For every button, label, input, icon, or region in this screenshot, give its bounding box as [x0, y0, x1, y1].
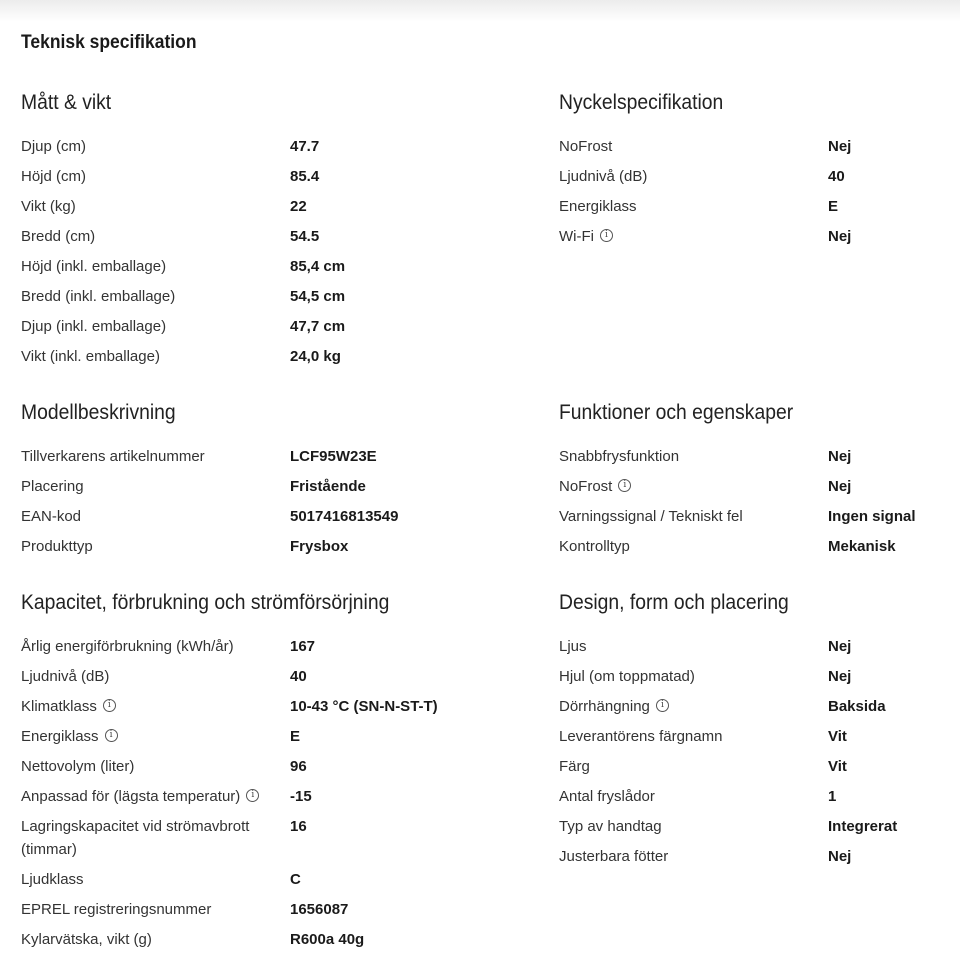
spec-row	[559, 725, 959, 748]
spec-label-cell	[559, 635, 828, 658]
spec-label-cell	[559, 665, 828, 688]
spec-label-cell	[21, 785, 290, 808]
spec-row	[21, 315, 441, 338]
spec-label: Höjd (cm)	[21, 168, 87, 185]
spec-label-cell	[21, 345, 290, 368]
spec-label: Djup (inkl. emballage)	[21, 318, 167, 335]
spec-row	[21, 635, 441, 658]
spec-label: Djup (cm)	[21, 138, 87, 155]
spec-value: 24,0 kg	[290, 348, 341, 365]
spec-label: Ljudklass	[21, 871, 84, 888]
spec-list	[21, 445, 441, 558]
section-design	[559, 590, 959, 875]
section-matt-vikt	[21, 90, 441, 375]
spec-label-cell	[21, 255, 290, 278]
spec-value: 16	[290, 818, 307, 835]
spec-label-cell	[21, 315, 290, 338]
spec-row	[21, 345, 441, 368]
spec-row	[21, 195, 441, 218]
spec-label: Ljus	[559, 638, 587, 655]
spec-label-cell	[21, 815, 290, 861]
spec-label: Antal fryslådor	[559, 788, 655, 805]
spec-value: E	[828, 198, 839, 215]
spec-label-cell	[21, 475, 290, 498]
section-title: Modellbeskrivning	[21, 401, 176, 424]
spec-label-cell	[21, 535, 290, 558]
spec-row	[21, 868, 441, 891]
spec-label-cell	[559, 755, 828, 778]
spec-value: 85.4	[290, 168, 320, 185]
spec-label-cell	[21, 898, 290, 921]
spec-value: Nej	[828, 638, 852, 655]
spec-label: Färg	[559, 758, 590, 775]
spec-label-cell	[559, 815, 828, 838]
spec-row	[559, 785, 959, 808]
spec-row	[559, 665, 959, 688]
spec-label-cell	[21, 135, 290, 158]
spec-label: Kontrolltyp	[559, 538, 630, 555]
spec-label: Anpassad för (lägsta temperatur)	[21, 788, 241, 805]
spec-label-cell	[559, 535, 828, 558]
spec-row	[21, 135, 441, 158]
spec-label: Klimatklass	[21, 698, 97, 715]
spec-list	[559, 135, 959, 248]
spec-row	[559, 845, 959, 868]
spec-value: 47,7 cm	[290, 318, 346, 335]
spec-value: 167	[290, 638, 316, 655]
spec-label-cell	[559, 695, 828, 718]
spec-value: 1656087	[290, 901, 349, 918]
spec-value: Mekanisk	[828, 538, 896, 555]
spec-value: Frysbox	[290, 538, 349, 555]
spec-row	[21, 665, 441, 688]
spec-label-cell	[559, 505, 828, 528]
section-title: Funktioner och egenskaper	[559, 401, 794, 424]
spec-value: 85,4 cm	[290, 258, 346, 275]
top-shadow	[0, 0, 960, 22]
spec-label: Årlig energiförbrukning (kWh/år)	[21, 638, 234, 655]
spec-value: C	[290, 871, 301, 888]
spec-label: Varningssignal / Tekniskt fel	[559, 508, 743, 525]
spec-label-cell	[21, 505, 290, 528]
spec-row	[559, 535, 959, 558]
spec-label: Leverantörens färgnamn	[559, 728, 723, 745]
spec-row	[21, 725, 441, 748]
spec-row	[559, 635, 959, 658]
spec-label-cell	[21, 928, 290, 951]
spec-value: 96	[290, 758, 307, 775]
spec-label: Placering	[21, 478, 84, 495]
spec-list	[21, 635, 441, 951]
spec-value: E	[290, 728, 301, 745]
spec-label-cell	[559, 845, 828, 868]
spec-label: Kylarvätska, vikt (g)	[21, 931, 152, 948]
spec-label: Typ av handtag	[559, 818, 662, 835]
spec-row	[559, 225, 959, 248]
spec-value: 5017416813549	[290, 508, 399, 525]
spec-list	[559, 635, 959, 868]
section-title: Mått & vikt	[21, 91, 112, 114]
spec-list	[21, 135, 441, 368]
spec-row	[559, 445, 959, 468]
spec-label-cell	[559, 135, 828, 158]
spec-label-cell	[21, 725, 290, 748]
spec-row	[559, 505, 959, 528]
spec-value: Vit	[828, 758, 847, 775]
spec-value: Nej	[828, 848, 852, 865]
spec-row	[21, 445, 441, 468]
spec-row	[559, 695, 959, 718]
spec-row	[559, 135, 959, 158]
spec-value: Fristående	[290, 478, 366, 495]
spec-label-cell	[559, 475, 828, 498]
spec-label-cell	[21, 165, 290, 188]
spec-label: NoFrost	[559, 478, 613, 495]
spec-value: Nej	[828, 138, 852, 155]
spec-label: Hjul (om toppmatad)	[559, 668, 695, 685]
spec-value: Integrerat	[828, 818, 898, 835]
spec-label: Vikt (kg)	[21, 198, 76, 215]
spec-label: Bredd (inkl. emballage)	[21, 288, 176, 305]
spec-row	[559, 195, 959, 218]
spec-row	[21, 755, 441, 778]
spec-row	[559, 755, 959, 778]
spec-label-cell	[559, 165, 828, 188]
section-nyckelspecifikation	[559, 90, 959, 255]
spec-row	[21, 695, 441, 718]
spec-label: Produkttyp	[21, 538, 93, 555]
spec-value: 10-43 °C (SN-N-ST-T)	[290, 698, 438, 715]
spec-label-cell	[559, 785, 828, 808]
spec-label: Energiklass	[21, 728, 99, 745]
spec-row	[21, 165, 441, 188]
spec-label: EAN-kod	[21, 508, 82, 525]
spec-row	[21, 898, 441, 921]
section-title: Kapacitet, förbrukning och strömförsörjning	[21, 591, 390, 614]
spec-value: Nej	[828, 478, 852, 495]
spec-label: Tillverkarens artikelnummer	[21, 448, 205, 465]
spec-label: NoFrost	[559, 138, 613, 155]
spec-label-cell	[21, 665, 290, 688]
spec-row	[21, 535, 441, 558]
spec-label: Energiklass	[559, 198, 637, 215]
spec-row	[21, 785, 441, 808]
spec-value: Nej	[828, 668, 852, 685]
spec-row	[559, 815, 959, 838]
spec-label-cell	[21, 285, 290, 308]
section-modellbeskrivning	[21, 400, 441, 565]
spec-value: Nej	[828, 228, 852, 245]
spec-label-cell	[559, 445, 828, 468]
spec-value: 40	[290, 668, 307, 685]
spec-value: LCF95W23E	[290, 448, 377, 465]
section-title: Nyckelspecifikation	[559, 91, 724, 114]
spec-label: Nettovolym (liter)	[21, 758, 135, 775]
spec-value: R600a 40g	[290, 931, 365, 948]
spec-label: Dörrhängning	[559, 698, 650, 715]
spec-label-cell	[21, 195, 290, 218]
spec-value: 47.7	[290, 138, 320, 155]
spec-value: Nej	[828, 448, 852, 465]
spec-label: Ljudnivå (dB)	[559, 168, 648, 185]
spec-label: Lagringskapacitet vid strömavbrott (timmar)	[21, 818, 250, 858]
spec-label-cell	[559, 195, 828, 218]
spec-label-cell	[21, 868, 290, 891]
spec-label: Höjd (inkl. emballage)	[21, 258, 167, 275]
section-title: Design, form och placering	[559, 591, 789, 614]
spec-value: -15	[290, 788, 312, 805]
spec-row	[559, 475, 959, 498]
spec-label: Wi-Fi	[559, 228, 594, 245]
section-funktioner	[559, 400, 959, 565]
spec-row	[21, 285, 441, 308]
spec-row	[21, 928, 441, 951]
spec-label-cell	[21, 635, 290, 658]
spec-value: 54.5	[290, 228, 320, 245]
spec-label-cell	[559, 225, 828, 248]
spec-label: EPREL registreringsnummer	[21, 901, 212, 918]
info-icon[interactable]: i	[246, 789, 259, 802]
info-icon[interactable]: i	[656, 699, 669, 712]
spec-list	[559, 445, 959, 558]
spec-label-cell	[21, 445, 290, 468]
spec-value: Ingen signal	[828, 508, 916, 525]
spec-value: Vit	[828, 728, 847, 745]
info-icon[interactable]: i	[600, 229, 613, 242]
page-title: Teknisk specifikation	[21, 32, 197, 53]
info-icon[interactable]: i	[618, 479, 631, 492]
spec-label: Snabbfrysfunktion	[559, 448, 680, 465]
spec-value: 40	[828, 168, 845, 185]
spec-label: Bredd (cm)	[21, 228, 96, 245]
spec-value: 1	[828, 788, 837, 805]
spec-value: 22	[290, 198, 307, 215]
spec-row	[21, 225, 441, 248]
spec-row	[21, 255, 441, 278]
spec-label: Ljudnivå (dB)	[21, 668, 110, 685]
spec-value: 54,5 cm	[290, 288, 346, 305]
spec-row	[21, 815, 441, 861]
spec-label-cell	[21, 695, 290, 718]
spec-value: Baksida	[828, 698, 886, 715]
spec-label-cell	[21, 755, 290, 778]
spec-row	[21, 475, 441, 498]
spec-label-cell	[21, 225, 290, 248]
spec-label: Justerbara fötter	[559, 848, 669, 865]
section-kapacitet	[21, 590, 441, 958]
info-icon[interactable]: i	[105, 729, 118, 742]
info-icon[interactable]: i	[103, 699, 116, 712]
spec-label-cell	[559, 725, 828, 748]
spec-row	[21, 505, 441, 528]
spec-label: Vikt (inkl. emballage)	[21, 348, 160, 365]
spec-row	[559, 165, 959, 188]
